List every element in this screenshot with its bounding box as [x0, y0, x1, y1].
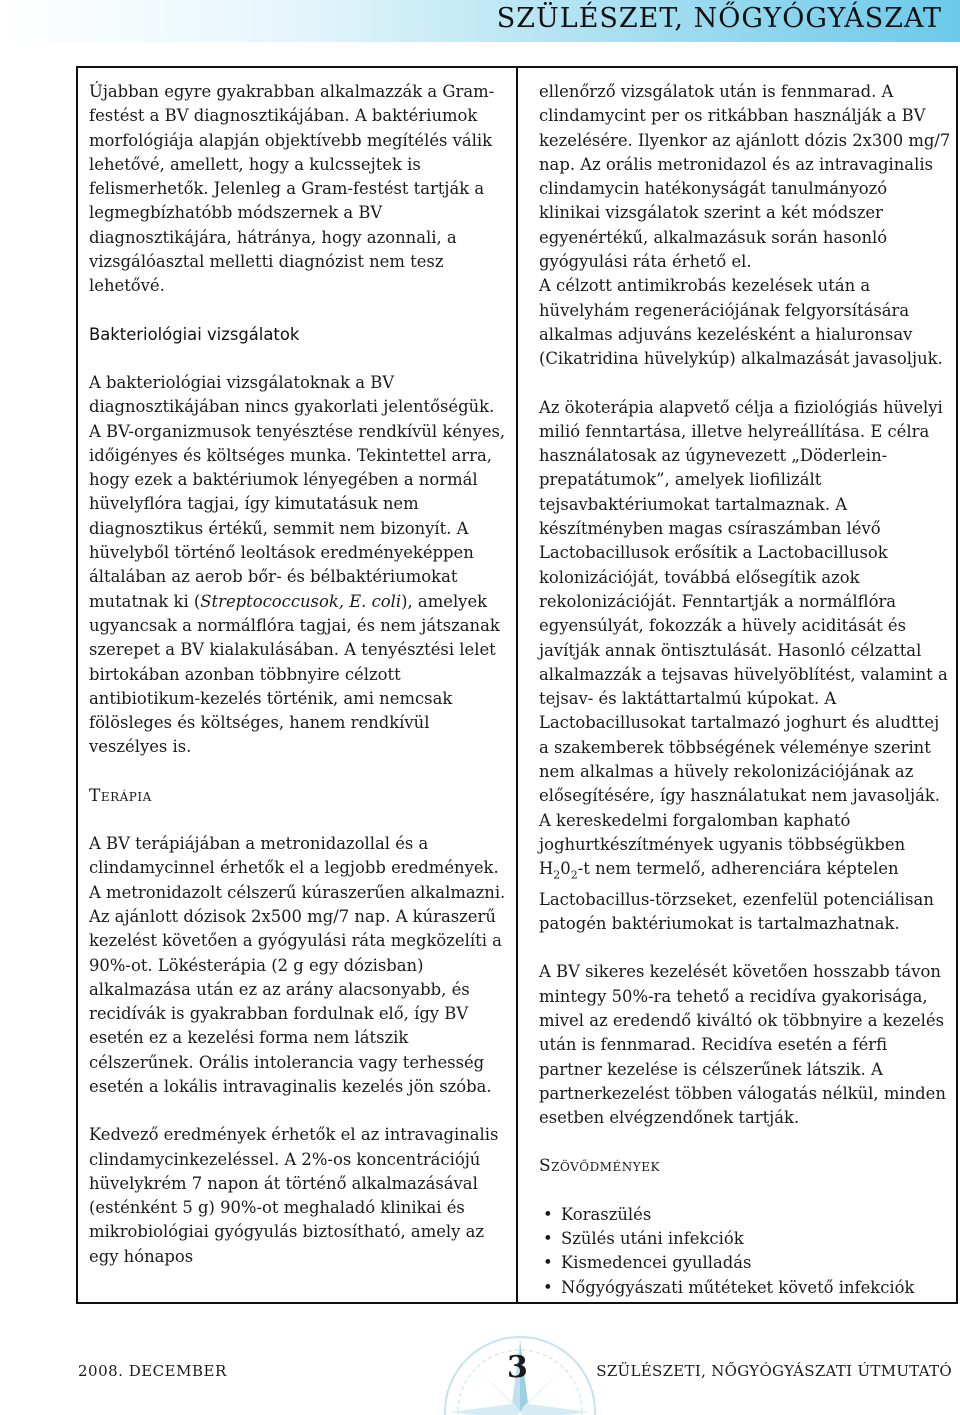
issue-date: 2008. DECEMBER	[78, 1362, 227, 1380]
intro-paragraph: Újabban egyre gyakrabban alkalmazzák a Gram-festést a BV diagnosztikájában. A baktériumok morfológiája alapján objektívebb megítélés válik lehetővé, amellett, hogy a kulcssejtek is felismerhetők. Jelenleg a Gram-festést tartják a legmegbízhatóbb módszernek a BV diagnosztikájára, hátránya, hogy azonnali, a vizsgálóasztal melletti diagnózist nem tesz lehetővé.	[89, 82, 495, 296]
bacteriology-heading: Bakteriológiai vizsgálatok	[89, 324, 300, 344]
formula-mid: 0	[560, 859, 571, 879]
bacteriology-text-2: ), amelyek ugyancsak a normálflóra tagjai, és nem játszanak szerepet a BV kialakulásában. A tenyésztési lelet birtokában azonban többnyire célzott antibiotikum-kezelés történik, ami nemcsak fölösleges és költséges, hanem rendkívül veszélyes is.	[89, 591, 500, 757]
continuation-paragraph: ellenőrző vizsgálatok után is fennmarad. A clindamycint per os ritkábban használják a BV kezelésére. Ilyenkor az ajánlott dózis 2x300 mg/7 nap. Az orális metronidazol és az intravaginalis clindamycin hatékonyságát tanulmányozó klinikai vizsgálatok szerint a két módszer egyenértékű, alkalmazásuk során hasonló gyógyulási ráta érhető el.	[539, 82, 951, 272]
ecotherapy-paragraph	[539, 396, 953, 937]
ecotherapy-text-1: Az ökoterápia alapvető célja a fiziológiás hüvelyi milió fenntartása, illetve helyreállítása. E célra használatosak az úgynevezett „Döderlein-prepatátumok”, amelyek liofilizált tejsavbaktériumokat tartalmaznak. A készítményben magas csíraszámban lévő Lactobacillusok erősítik a Lactobacillusok kolonizációját, továbbá elősegítik azok rekolonizációját. Fenntartják a normálflóra egyensúlyát, fokozzák a hüvely aciditását és javítják annak öntisztulását. Hasonló célzattal alkalmazzák a tejsavas hüvelyöblítést, valamint a tejsav- és laktáttartalmú kúpokat. A Lactobacillusokat tartalmazó joghurt és aludttej a szakemberek többségének véleménye szerint nem alkalmas a hüvely rekolonizációjának az elősegítésére, így használatukat nem javasolják. A kereskedelmi forgalomban kapható joghurtkészítmények ugyanis többségükben H	[539, 397, 948, 879]
ecotherapy-text-2: -t nem termelő, adherenciára képtelen Lactobacillus-törzseket, ezenfelül potenciálisan patogén baktériumokat is tartalmazhatnak.	[539, 859, 934, 934]
right-column-box	[516, 66, 958, 1304]
complications-heading: Szövődmények	[539, 1156, 660, 1177]
bacteria-names: Streptococcusok, E. coli	[200, 591, 402, 611]
left-column-box	[76, 66, 518, 1304]
bacteriology-paragraph	[89, 371, 509, 760]
complications-list	[539, 1203, 953, 1300]
therapy-paragraph-1: A BV terápiájában a metronidazollal és a clindamycinnel érhetők el a legjobb eredmények. A metronidazolt célszerű kúraszerűen alkalmazni. Az ajánlott dózisok 2x500 mg/7 nap. A kúraszerű kezelést követően a gyógyulási ráta megközelíti a 90%-ot. Lökésterápia (2 g egy dózisban) alkalmazása után ez az arány alacsonyabb, és recidívák is gyakrabban fordulnak elő, így BV esetén ez a kezelési forma nem látszik célszerűnek. Orális intolerancia vagy terhesség esetén a lokális intravaginalis kezelés jön szóba.	[89, 834, 506, 1096]
adjuvant-paragraph: A célzott antimikrobás kezelések után a hüvelyhám regenerációjának felgyorsítására alkalmas adjuváns kezelésként a hialuronsav (Cikatridina hüvelykúp) alkalmazását javasoljuk.	[539, 276, 943, 369]
publication-name: SZÜLÉSZETI, NŐGYÓGYÁSZATI ÚTMUTATÓ	[596, 1362, 952, 1380]
right-column	[539, 80, 953, 1300]
list-item: • Szülés utáni infekciók	[561, 1227, 953, 1251]
section-title: SZÜLÉSZET, NŐGYÓGYÁSZAT	[496, 3, 942, 34]
formula-sub-1: 2	[553, 868, 561, 882]
list-item: • Kismedencei gyulladás	[561, 1251, 953, 1275]
formula-sub-2: 2	[570, 868, 578, 882]
bacteriology-text-1: A bakteriológiai vizsgálatoknak a BV diagnosztikájában nincs gyakorlati jelentőségük. A BV-organizmusok tenyésztése rendkívül kényes, időigényes és költséges munka. Tekintettel arra, hogy ezek a baktériumok lényegében a normál hüvelyflóra tagjai, így kimutatásuk nem diagnosztikus értékű, semmit nem bizonyít. A hüvelyből történő leoltások eredményeképpen általában az aerob bőr- és bélbaktériumokat mutatnak ki (	[89, 372, 506, 611]
recurrence-paragraph: A BV sikeres kezelését követően hosszabb távon mintegy 50%-ra tehető a recidíva gyakorisága, mivel az eredendő kiváltó ok többnyire a kezelés után is fennmarad. Recidíva esetén a férfi partner kezelése is célszerűnek látszik. A partnerkezelést többen válogatás nélkül, minden esetben elvégzendőnek tartják.	[539, 962, 946, 1128]
list-item: • Nőgyógyászati műtéteket követő infekciók	[561, 1276, 953, 1300]
header-bar	[0, 0, 960, 42]
therapy-heading: Terápia	[89, 785, 152, 806]
list-item: • Koraszülés	[561, 1203, 953, 1227]
page-number: 3	[507, 1350, 528, 1385]
therapy-paragraph-2: Kedvező eredmények érhetők el az intravaginalis clindamycinkezeléssel. A 2%-os koncentrációjú hüvelykrém 7 napon át történő alkalmazásával (esténként 5 g) 90%-ot meghaladó klinikai és mikrobiológiai gyógyulás biztosítható, amely az egy hónapos	[89, 1125, 499, 1266]
left-column	[89, 80, 509, 1269]
